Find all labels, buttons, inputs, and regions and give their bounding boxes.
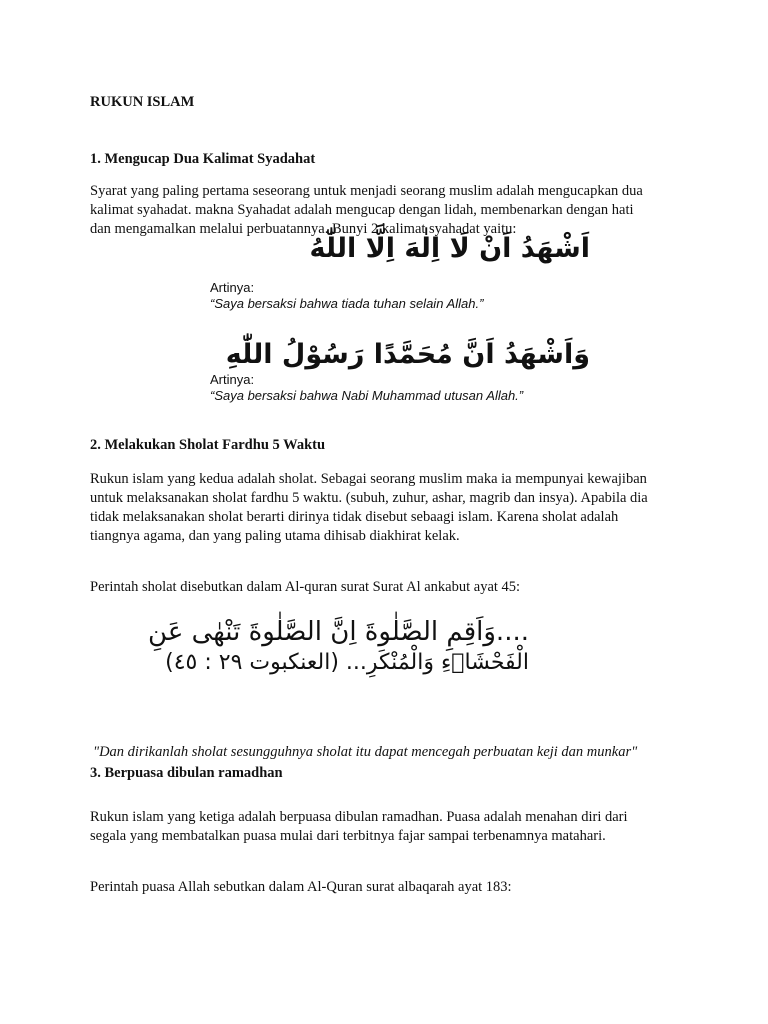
syahadat-1-figure <box>210 232 590 312</box>
paragraph-line: tiangnya agama, dan yang paling utama dihisab diakhirat kelak. <box>90 528 460 544</box>
syahadat-2-label: Artinya: <box>210 372 255 387</box>
section-1-heading: 1. Mengucap Dua Kalimat Syadahat <box>90 151 316 167</box>
syahadat-1-translation: “Saya bersaksi bahwa tiada tuhan selain Allah.” <box>210 296 484 311</box>
section-2-paragraph <box>90 470 690 546</box>
ayat-al-ankabut-45-figure <box>148 616 529 678</box>
document-title: RUKUN ISLAM <box>90 94 195 110</box>
paragraph-line: Rukun islam yang kedua adalah sholat. Sebagai seorang muslim maka ia mempunyai kewajiban <box>90 471 647 487</box>
syahadat-2-translation: “Saya bersaksi bahwa Nabi Muhammad utusan Allah.” <box>210 388 524 403</box>
paragraph-line: Syarat yang paling pertama seseorang untuk menjadi seorang muslim adalah mengucapkan dua <box>90 183 643 199</box>
paragraph-line: dan mengamalkan melalui perbuatannya. Bunyi 2 kalimat syahadat yaitu: <box>90 221 517 237</box>
syahadat-2-figure <box>210 338 590 404</box>
paragraph-line: Rukun islam yang ketiga adalah berpuasa dibulan ramadhan. Puasa adalah menahan diri dari <box>90 809 628 825</box>
section-3-command: Perintah puasa Allah sebutkan dalam Al-Quran surat albaqarah ayat 183: <box>90 879 512 895</box>
section-3-heading: 3. Berpuasa dibulan ramadhan <box>90 765 283 781</box>
section-3-paragraph <box>90 808 690 846</box>
syahadat-2-arabic: وَاَشْهَدُ اَنَّ مُحَمَّدًا رَسُوْلُ اللّٰهِ <box>225 339 590 370</box>
paragraph-line: untuk melaksanakan sholat fardhu 5 waktu. (subuh, zuhur, ashar, magrib dan insya). Apabila dia <box>90 490 648 506</box>
section-1-paragraph <box>90 182 690 239</box>
ayat-translation-quote: "Dan dirikanlah sholat sesungguhnya sholat itu dapat mencegah perbuatan keji dan munkar" <box>93 743 638 760</box>
paragraph-line: kalimat syahadat. makna Syahadat adalah mengucap dengan lidah, membenarkan dengan hati <box>90 202 634 218</box>
section-2-heading: 2. Melakukan Sholat Fardhu 5 Waktu <box>90 437 326 453</box>
syahadat-1-label: Artinya: <box>210 280 255 295</box>
syahadat-1-arabic: اَشْهَدُ اَنْ لَا اِلٰهَ اِلَّا اللّٰهُ <box>309 233 590 264</box>
ayat-line-2-arabic: الْفَحْشَاۤءِ وَالْمُنْكَرِ... (العنكبوت ٢٩ : ٤٥) <box>165 650 529 675</box>
paragraph-line: segala yang membatalkan puasa mulai dari terbitnya fajar sampai terbenamnya matahari. <box>90 828 606 844</box>
section-2-command: Perintah sholat disebutkan dalam Al-quran surat Surat Al ankabut ayat 45: <box>90 579 521 595</box>
ayat-line-1-arabic: ....وَاَقِمِ الصَّلٰوةَ اِنَّ الصَّلٰوةَ تَنْهٰى عَنِ <box>148 617 529 647</box>
paragraph-line: tidak melaksanakan sholat berarti dirinya tidak disebut sebaagi islam. Karena sholat adalah <box>90 509 619 525</box>
